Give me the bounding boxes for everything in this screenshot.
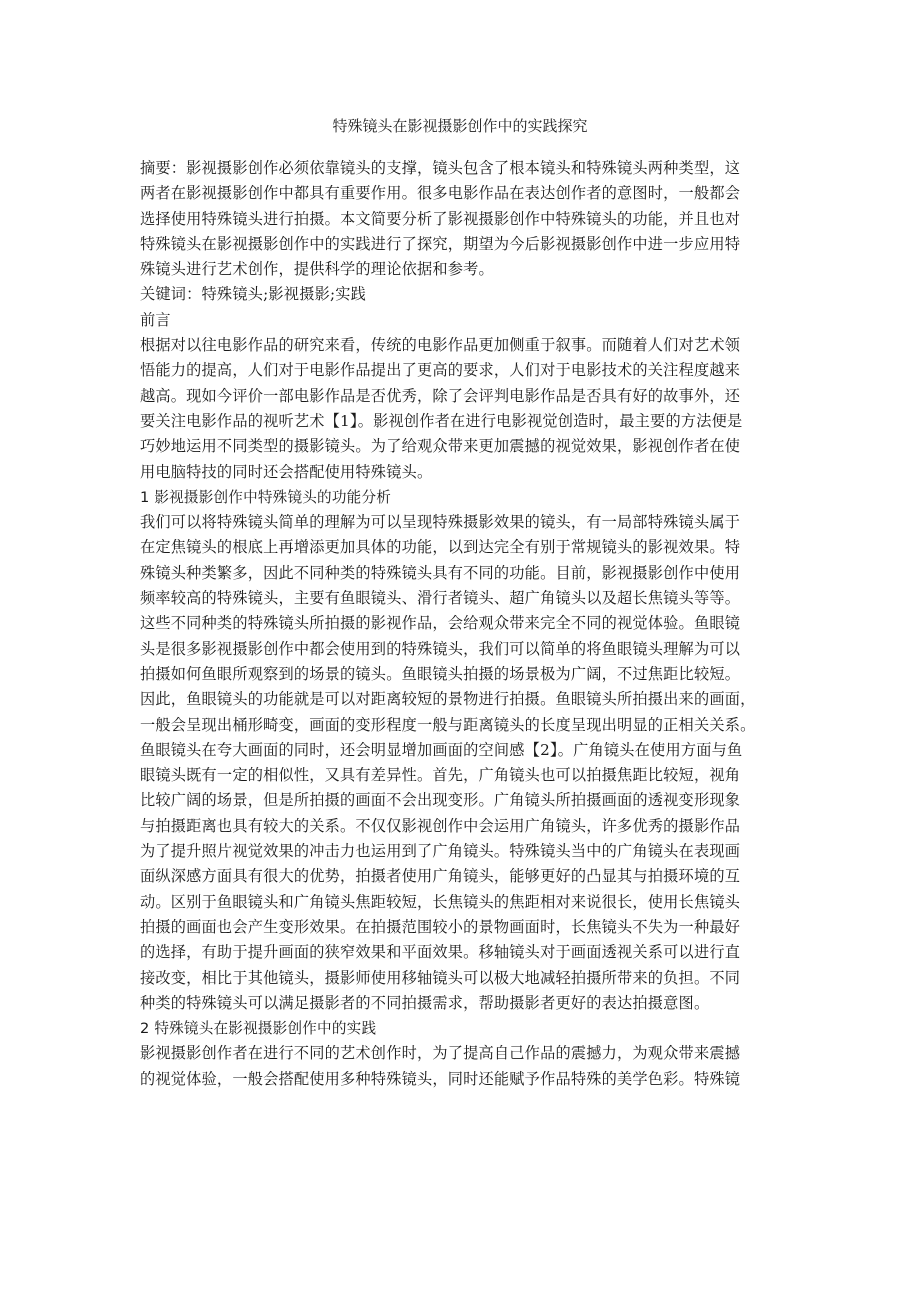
paragraph-line: 接改变，相比于其他镜头，摄影师使用移轴镜头可以极大地减轻拍摄所带来的负担。不同 — [140, 968, 741, 987]
paragraph-line: 用电脑特技的同时还会搭配使用特殊镜头。 — [140, 462, 433, 481]
section-heading-2: 2 特殊镜头在影视摄影创作中的实践 — [140, 1020, 377, 1038]
paragraph-line: 要关注电影作品的视听艺术【1】。影视创作者在进行电影视觉创造时，最主要的方法便是 — [140, 411, 743, 430]
abstract-line: 选择使用特殊镜头进行拍摄。本文简要分析了影视摄影创作中特殊镜头的功能，并且也对 — [140, 209, 741, 228]
paragraph-line: 这些不同种类的特殊镜头所拍摄的影视作品，会给观众带来完全不同的视觉体验。鱼眼镜 — [140, 614, 741, 633]
paragraph-line: 巧妙地运用不同类型的摄影镜头。为了给观众带来更加震撼的视觉效果，影视创作者在使 — [140, 437, 741, 456]
paragraph-line: 影视摄影创作者在进行不同的艺术创作时，为了提高自己作品的震撼力，为观众带来震撼 — [140, 1044, 741, 1063]
paragraph-line: 的视觉体验，一般会搭配使用多种特殊镜头，同时还能赋予作品特殊的美学色彩。特殊镜 — [140, 1069, 741, 1088]
paragraph-line: 拍摄的画面也会产生变形效果。在拍摄范围较小的景物画面时，长焦镜头不失为一种最好 — [140, 917, 741, 936]
paragraph-line: 动。区别于鱼眼镜头和广角镜头焦距较短，长焦镜头的焦距相对来说很长，使用长焦镜头 — [140, 892, 741, 911]
paragraph-line: 根据对以往电影作品的研究来看，传统的电影作品更加侧重于叙事。而随着人们对艺术领 — [140, 336, 741, 355]
paragraph-line: 因此，鱼眼镜头的功能就是可以对距离较短的景物进行拍摄。鱼眼镜头所拍摄出来的画面， — [140, 690, 756, 709]
paragraph-line: 的选择，有助于提升画面的狭窄效果和平面效果。移轴镜头对于画面透视关系可以进行直 — [140, 943, 741, 962]
paragraph-line: 频率较高的特殊镜头，主要有鱼眼镜头、滑行者镜头、超广角镜头以及超长焦镜头等等。 — [140, 589, 741, 608]
section-heading-1: 1 影视摄影创作中特殊镜头的功能分析 — [140, 488, 392, 506]
paragraph-line: 我们可以将特殊镜头简单的理解为可以呈现特殊摄影效果的镜头，有一局部特殊镜头属于 — [140, 513, 741, 532]
paragraph-line: 比较广阔的场景，但是所拍摄的画面不会出现变形。广角镜头所拍摄画面的透视变形现象 — [140, 791, 741, 810]
document-body — [140, 156, 780, 1092]
paragraph-line: 拍摄如何鱼眼所观察到的场景的镜头。鱼眼镜头拍摄的场景极为广阔，不过焦距比较短。 — [140, 664, 741, 683]
paragraph-line: 在定焦镜头的根底上再增添更加具体的功能，以到达完全有别于常规镜头的影视效果。特 — [140, 538, 741, 557]
paragraph-line: 头是很多影视摄影创作中都会使用到的特殊镜头，我们可以简单的将鱼眼镜头理解为可以 — [140, 639, 741, 658]
paragraph-line: 一般会呈现出桶形畸变，画面的变形程度一般与距离镜头的长度呈现出明显的正相关关系。 — [140, 715, 756, 734]
paragraph-line: 种类的特殊镜头可以满足摄影者的不同拍摄需求，帮助摄影者更好的表达拍摄意图。 — [140, 993, 710, 1012]
paragraph-line: 面纵深感方面具有很大的优势，拍摄者使用广角镜头，能够更好的凸显其与拍摄环境的互 — [140, 867, 741, 886]
paragraph-line: 与拍摄距离也具有较大的关系。不仅仅影视创作中会运用广角镜头，许多优秀的摄影作品 — [140, 816, 741, 835]
paragraph-line: 眼镜头既有一定的相似性，又具有差异性。首先，广角镜头也可以拍摄焦距比较短，视角 — [140, 766, 741, 785]
keywords-line: 关键词：特殊镜头;影视摄影;实践 — [140, 285, 367, 304]
paragraph-line: 鱼眼镜头在夸大画面的同时，还会明显增加画面的空间感【2】。广角镜头在使用方面与鱼 — [140, 740, 743, 759]
paragraph-line: 越高。现如今评价一部电影作品是否优秀，除了会评判电影作品是否具有好的故事外，还 — [140, 386, 741, 405]
abstract-line: 两者在影视摄影创作中都具有重要作用。很多电影作品在表达创作者的意图时，一般都会 — [140, 184, 741, 203]
preface-heading: 前言 — [140, 310, 171, 329]
abstract-line: 殊镜头进行艺术创作，提供科学的理论依据和参考。 — [140, 260, 494, 279]
paragraph-line: 悟能力的提高，人们对于电影作品提出了更高的要求，人们对于电影技术的关注程度越来 — [140, 361, 741, 380]
paragraph-line: 为了提升照片视觉效果的冲击力也运用到了广角镜头。特殊镜头当中的广角镜头在表现画 — [140, 842, 741, 861]
paragraph-line: 殊镜头种类繁多，因此不同种类的特殊镜头具有不同的功能。目前，影视摄影创作中使用 — [140, 563, 741, 582]
document-title: 特殊镜头在影视摄影创作中的实践探究 — [332, 117, 588, 135]
abstract-line: 特殊镜头在影视摄影创作中的实践进行了探究，期望为今后影视摄影创作中进一步应用特 — [140, 234, 741, 253]
abstract-line: 摘要：影视摄影创作必须依靠镜头的支撑，镜头包含了根本镜头和特殊镜头两种类型，这 — [140, 159, 741, 177]
